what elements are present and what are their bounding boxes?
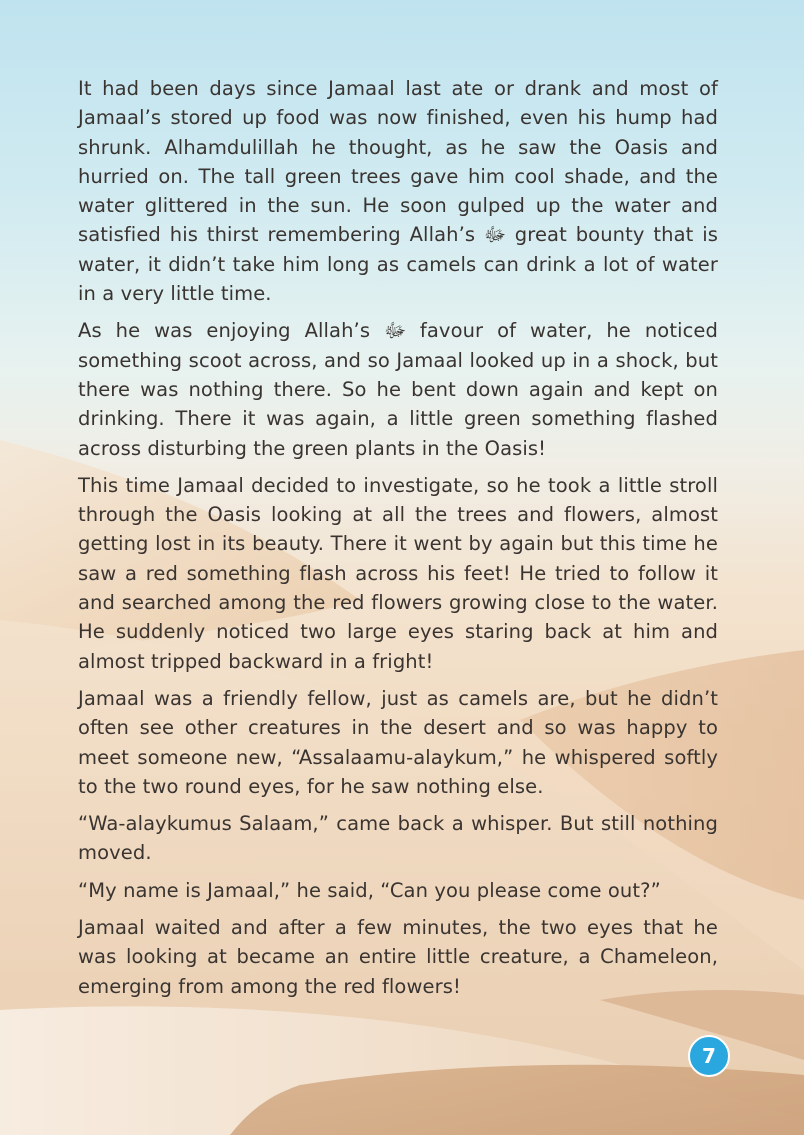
story-paragraph-2: As he was enjoying Allah’s ﷻ favour of water, he noticed something scoot across, and so Jamaal looked up in a shock, but there was nothing there. So he bent down again and kept on drinking. There it was again, a little green something flashed across disturbing the green plants in the Oasis! — [78, 319, 718, 460]
page-number-badge: 7 — [688, 1035, 730, 1077]
story-paragraph-4: Jamaal was a friendly fellow, just as camels are, but he didn’t often see other creatures in the desert and so was happy to meet someone new, “Assalaamu-alaykum,” he whispered softly to the two round eyes, for he saw nothing else. — [78, 686, 718, 798]
story-paragraph-7: Jamaal waited and after a few minutes, the two eyes that he was looking at became an entire little creature, a Chameleon, emerging from among the red flowers! — [78, 916, 718, 998]
story-paragraph-1: It had been days since Jamaal last ate or drank and most of Jamaal’s stored up food was now finished, even his hump had shrunk. Alhamdulillah he thought, as he saw the Oasis and hurried on. The tall green trees gave him cool shade, and the water glittered in the sun. He soon gulped up the water and satisfied his thirst remembering Allah’s ﷻ great bounty that is water, it didn’t take him long as camels can drink a lot of water in a very little time. — [78, 77, 718, 306]
story-paragraph-6: “My name is Jamaal,” he said, “Can you please come out?” — [78, 878, 661, 902]
story-text — [78, 74, 718, 1009]
story-paragraph-3: This time Jamaal decided to investigate, so he took a little stroll through the Oasis looking at all the trees and flowers, almost getting lost in its beauty. There it went by again but this time he saw a red something flash across his feet! He tried to follow it and searched among the red flowers growing close to the water. He suddenly noticed two large eyes staring back at him and almost tripped backward in a fright! — [78, 473, 718, 673]
story-paragraph-5: “Wa-alaykumus Salaam,” came back a whisper. But still nothing moved. — [78, 812, 718, 865]
